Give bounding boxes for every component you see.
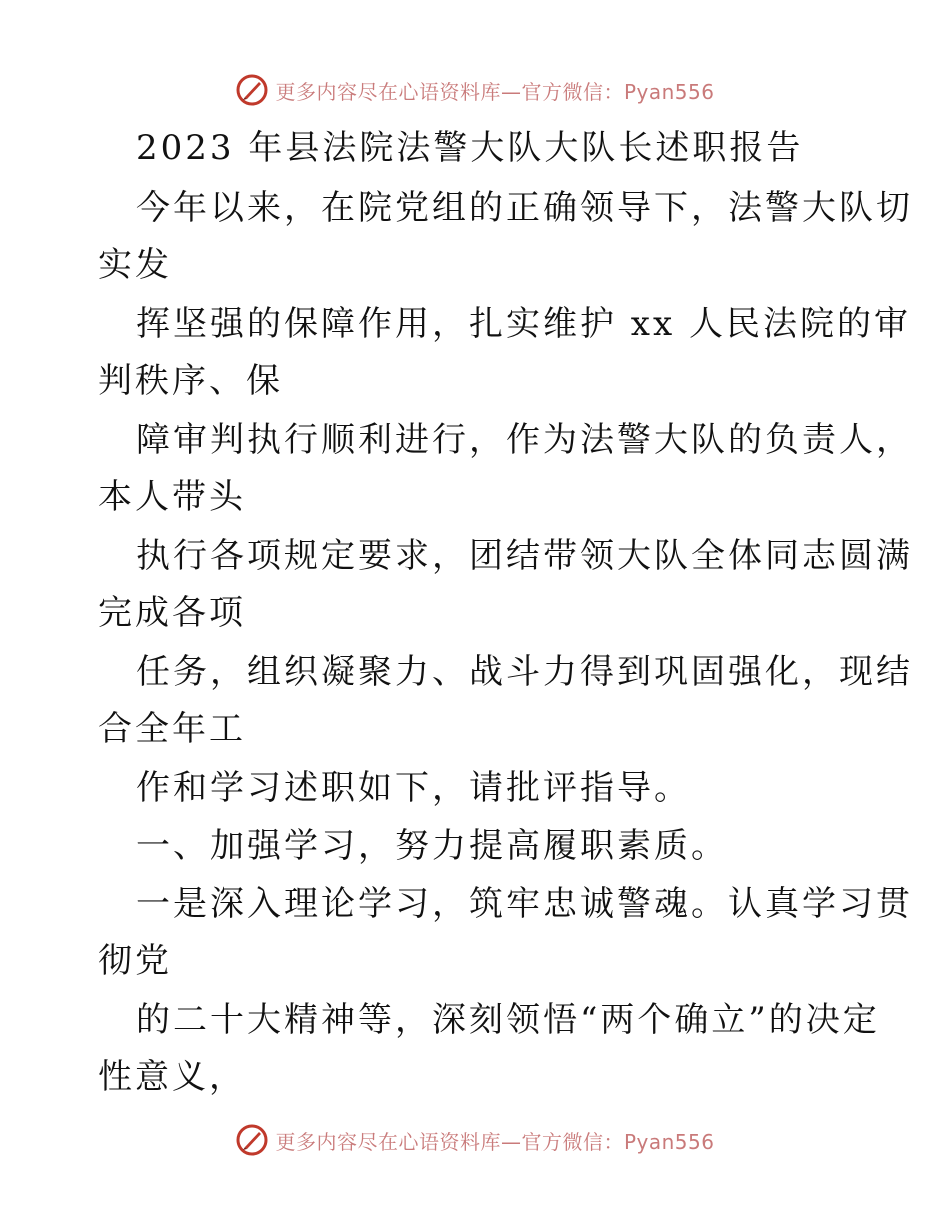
paragraph-line: 性意义， bbox=[98, 1057, 246, 1097]
paragraph-line: 本人带头 bbox=[98, 477, 246, 517]
paragraph-line: 完成各项 bbox=[98, 593, 246, 633]
paragraph-line: 挥坚强的保障作用，扎实维护 xx 人民法院的审 bbox=[136, 304, 911, 344]
section-heading: 一、加强学习，努力提高履职素质。 bbox=[136, 826, 728, 866]
paragraph-line: 彻党 bbox=[98, 941, 172, 981]
paragraph-line: 任务，组织凝聚力、战斗力得到巩固强化，现结 bbox=[136, 652, 913, 692]
footer-watermark bbox=[0, 1120, 950, 1160]
paragraph-line: 的二十大精神等，深刻领悟“两个确立”的决定 bbox=[136, 1000, 880, 1040]
paragraph-line: 障审判执行顺利进行，作为法警大队的负责人， bbox=[136, 420, 913, 460]
document-title: 2023 年县法院法警大队大队长述职报告 bbox=[136, 128, 804, 168]
paragraph-line: 执行各项规定要求，团结带领大队全体同志圆满 bbox=[136, 536, 913, 576]
paragraph-line: 今年以来，在院党组的正确领导下，法警大队切 bbox=[136, 188, 913, 228]
paragraph-line: 一是深入理论学习，筑牢忠诚警魂。认真学习贯 bbox=[136, 884, 913, 924]
paragraph-line: 实发 bbox=[98, 245, 172, 285]
quill-seal-icon bbox=[235, 1123, 269, 1157]
watermark-text: 更多内容尽在心语资料库—官方微信：Pyan556 bbox=[275, 1129, 715, 1154]
watermark-text: 更多内容尽在心语资料库—官方微信：Pyan556 bbox=[275, 79, 715, 104]
paragraph-line: 合全年工 bbox=[98, 709, 246, 749]
paragraph-line: 作和学习述职如下，请批评指导。 bbox=[136, 768, 691, 808]
paragraph-line: 判秩序、保 bbox=[98, 361, 283, 401]
